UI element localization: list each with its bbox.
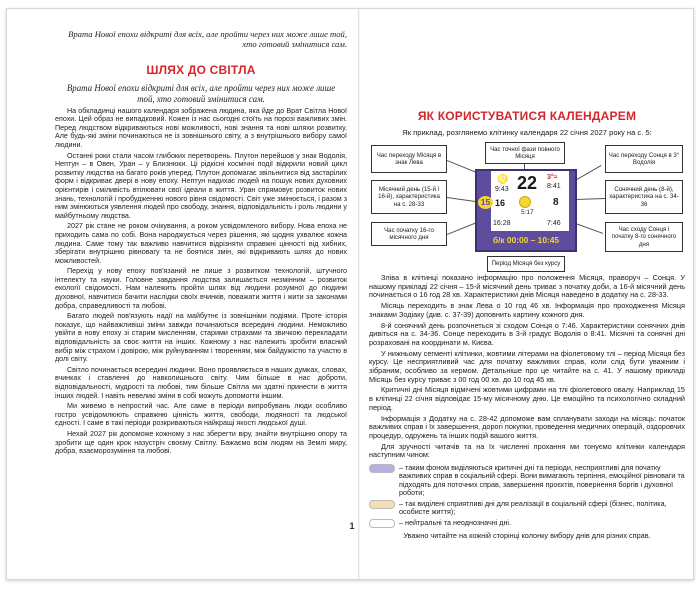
legend-text: – так виділені сприятливі дні для реалізації в соціальній сфері (бізнес, політика, особисте життя); — [399, 498, 667, 517]
legend-swatch — [369, 519, 395, 528]
right-title: ЯК КОРИСТУВАТИСЯ КАЛЕНДАРЕМ — [417, 109, 637, 123]
lunar-day-next: 16 — [495, 198, 506, 208]
right-paragraph: 8-й сонячний день розпочнеться зі сходом Сонця о 7:46. Характеристики сонячних днів дивіться на с. 34-36. Сонце переходить в 3-й градус Водолія о 8:41. Місячні та сонячні дні розраховані на координати м. Києва. — [369, 320, 685, 347]
intro-top: Врата Нової епохи відкриті для всіх, але пройти через них може лише той, хто готовий змінитися сам. — [68, 29, 347, 50]
right-paragraph: Місяць переходить в знак Лева о 10 год 46 хв. Інформація про проходження Місяця знаками Зодіаку (див. с. 37-39) доповнить картину кожного дня. — [369, 301, 685, 319]
left-paragraph: Світло починається всередині людини. Воно проявляється в наших думках, словах, вчинках і ставленні до навколишнього світу. Чим більше в нас доброти, відповідальності, мудрості та любові, тим більше Світла ми здатні принести в життя інших людей. І навіть невеликі зміни в собі можуть допомогти іншим. — [55, 365, 347, 400]
left-paragraph: Нехай 2027 рік допоможе кожному з нас зберегти віру, знайти внутрішню опору та зробити ще один крок назустріч своєму Світлу. Бажаємо всім людям на Землі миру, добра, взаєморозуміння та любові. — [55, 429, 347, 456]
right-paragraph: Зліва в клітинці показано інформацію про положення Місяця, праворуч – Сонця. У нашому прикладі 22 січня – 15-й місячний день триває з початку доби, а 16-й місячний день починається о 16 год 28 хв. Характеристики днів Місяця наведено в додатку на с. 28-33. — [369, 273, 685, 300]
legend-text: – таким фоном виділяються критичні дні та періоди, несприятливі для початку важливих справ в соціальній сфері. Вони вимагають терпіння, емоційної рівноваги та підходять для поточних справ, завершення проєктів, повернення боргів і духовної роботи; — [399, 463, 685, 498]
right-paragraph: У нижньому сегменті клітинки, жовтими літерами на фіолетовому тлі – період Місяця без курсу. Це несприятливий час для початку важливих справ, коли слід бути уважним і зібраним, особливо за кермом. Детальніше про це читайте на с. 41. У нашому прикладі Місяць без курсу триває з 00 год 00 хв. до 10 год 45 хв. — [369, 348, 685, 384]
sun-transition-time: 8:41 — [547, 183, 561, 190]
moon-phase-time: 5:17 — [521, 209, 534, 216]
label-sun-transition: Час переходу Сонця в 3° Водолія — [605, 145, 683, 173]
legend-row-neutral — [369, 519, 685, 528]
left-paragraph: 2027 рік стане не роком очікування, а роком усвідомленого вибору. Нова епоха не приходить сама по собі. Вона народжується через рішення, які щодня ухвалює кожна людина. Саме тому так важливо навчитися відрізняти справжні цінності від хибних, зберігати внутрішню рівновагу та не боятися змін, які відкривають шлях до нових можливостей. — [55, 222, 347, 265]
void-moon-bar: б/к 00:00 – 10:45 — [477, 231, 575, 250]
label-lunar-day: Місячний день (15-й і 16-й), характеристика на с. 28-33 — [371, 180, 447, 214]
solar-day-number: 8 — [553, 197, 559, 208]
calendar-diagram — [369, 142, 685, 272]
page-fold — [358, 9, 360, 579]
label-lunar-month-start: Час початку 16-го місячного дня — [371, 222, 447, 246]
label-moon-sign: Час переходу Місяця в знак Лева — [371, 145, 447, 173]
label-sunrise: Час сходу Сонця і початку 8-го сонячного дня — [605, 222, 683, 252]
legend-row-favorable — [369, 500, 685, 517]
legend-swatch — [369, 464, 395, 473]
leo-sign-icon: ♌ — [497, 174, 509, 184]
calendar-cell-example — [475, 169, 577, 252]
lunar-day-start-time: 16:28 — [493, 220, 511, 227]
right-paragraph: Для зручності читачів та на їх численні прохання ми тонуємо клітинки календаря наступним чином: — [369, 441, 685, 460]
cell-right-strip — [569, 171, 575, 234]
color-legend — [369, 464, 685, 527]
right-paragraph: Критичні дні Місяця відмічені жовтими цифрами на тлі фіолетового овалу. Наприклад 15 в клітинці 22 січня відповідає 15-му місячному дню. Це емоційно та психологічно складний період. — [369, 385, 685, 412]
left-paragraph: Перехід у нову епоху пов'язаний не лише з розвитком технологій, штучного інтелекту та науки. Головне завдання людства залишається незмінним – розвиток екології свідомості. Нам належить пройти шлях від людини розумної до людини духовної, навчитися бачити наслідки своїх вчинків, поважати життя і жити за законами добра, справедливості та любові. — [55, 267, 347, 310]
label-solar-day: Сонячний день (8-й), характеристика на с. 34-36 — [605, 180, 683, 214]
right-column — [369, 109, 685, 540]
full-moon-icon — [519, 196, 531, 208]
calendar-page — [6, 8, 694, 580]
right-paragraph: Інформація з Додатку на с. 28-42 допоможе вам спланувати заходи на місяць: початок важливих справ і їх завершення, дорогі покупки, проведення медичних операцій, оздоровчих процедур, одружень та інших подій вашого життя. — [369, 413, 685, 440]
date-number: 22 — [517, 173, 538, 193]
sunrise-time: 7:46 — [547, 220, 561, 227]
critical-day-badge: 15 — [478, 196, 493, 209]
moon-sign-time: 9:43 — [495, 186, 509, 193]
left-epigraph: Врата Нової епохи відкриті для всіх, але пройти через них може лише той, хто готовий змінитися сам. — [66, 83, 336, 104]
legend-text: – нейтральні та неоднозначні дні. — [399, 517, 512, 527]
legend-swatch — [369, 500, 395, 509]
left-paragraph: Останні роки стали часом глибоких перетворень. Плутон перейшов у знак Водолія, Нептун – в Овен, Уран – у Близнюки. Ці рідкісні космічні події відкрили новий цикл розвитку людства на багато років уперед. Плутон допомагає звільнитися від застарілих форм і відкриває двері в нову епоху. Нептун надихає людей на пошук нових духовних орієнтирів і сміливість втілювати свої ідеали в життя. Уран спрямовує розвиток нових знань, технологій і пробудженню нового рівня свідомості. Світ уже змінюється, і разом з ним змінюються уявлення людей про свободу, знання, відповідальність і роль людини у майбутньому людства. — [55, 151, 347, 220]
connector-line — [575, 198, 605, 200]
connector-line — [573, 222, 603, 234]
example-intro: Як приклад, розглянемо клітинку календаря 22 січня 2027 року на с. 5: — [402, 128, 652, 137]
connector-line — [575, 165, 601, 181]
label-void-moon: Період Місяця без курсу — [487, 256, 565, 272]
page-number: 1 — [349, 521, 355, 531]
label-moon-phase: Час точної фази повного Місяця — [485, 142, 565, 164]
left-column — [55, 29, 347, 456]
legend-row-critical — [369, 464, 685, 498]
left-paragraph: Ми живемо в непростий час. Але саме в періоди випробувань люди особливо гостро усвідомлюють справжню цінність життя, свободи, людяності та людської єдності. І саме в такі періоди розкриваються найкращі якості людської душі. — [55, 402, 347, 428]
closing-note: Уважно читайте на кожній сторінці колонку вибору днів для різних справ. — [403, 530, 651, 540]
sun-degree: 3°≈ — [547, 174, 558, 181]
left-paragraph: Багато людей пов'язують надії на майбутнє із зовнішніми подіями. Проте історія показує, що найважливіші зміни завжди починаються всередині людини. Неможливо увійти в нову епоху зі старим мисленням, старими страхами та звичкою перекладати відповідальність за своє життя на інших. Кожному з нас належить зробити власний вибір між страхом і довірою, між руйнуванням і творенням, між байдужістю та участю в долі світу. — [55, 312, 347, 364]
left-title: ШЛЯХ ДО СВІТЛА — [146, 63, 256, 78]
left-paragraph: На обкладинці нашого календаря зображена людина, яка йде до Врат Світла Нової епохи. Цей образ не випадковий. Кожен із нас сьогодні стоїть на порозі важливих змін. Перед людством відкриваються нові можливості, нові знання та нові шляхи розвитку. Але будь-які зміни починаються не із зовнішнього світу, а з внутрішнього вибору самої людини. — [55, 106, 347, 149]
